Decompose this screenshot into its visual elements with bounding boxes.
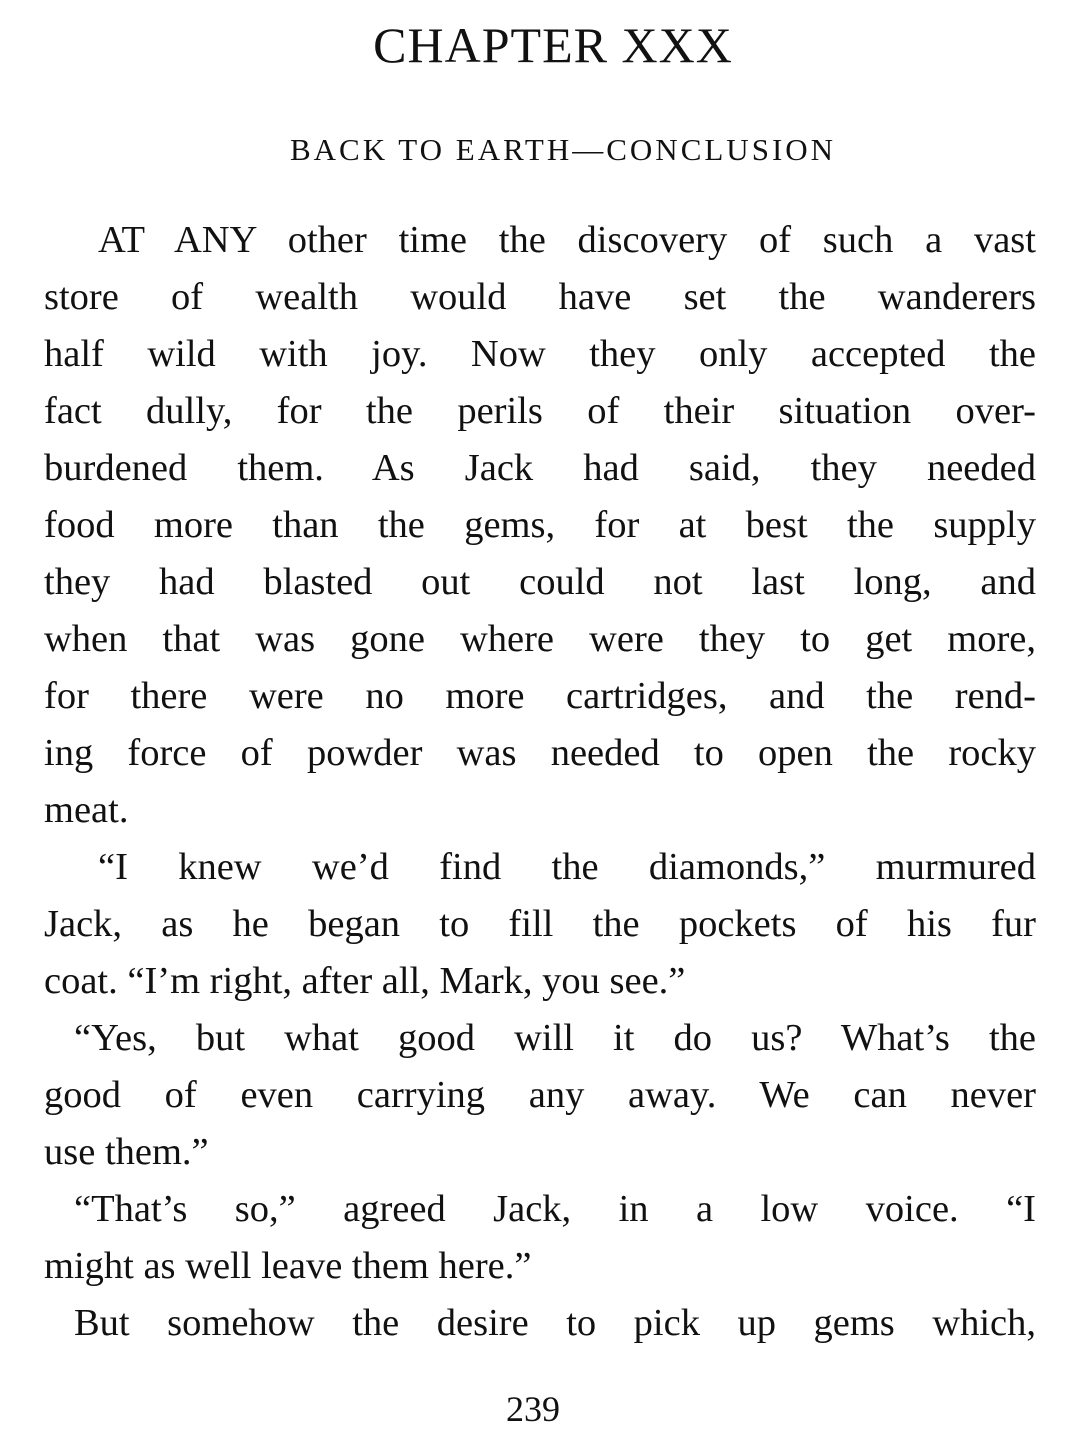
text-line: burdened them. As Jack had said, they needed <box>44 447 1036 489</box>
text-line: ing force of powder was needed to open the rocky <box>44 732 1036 774</box>
text-line: half wild with joy. Now they only accepted the <box>44 333 1036 375</box>
text-line: store of wealth would have set the wanderers <box>44 276 1036 318</box>
text-line: “Yes, but what good will it do us? What’s the <box>74 1017 1036 1059</box>
text-line: “That’s so,” agreed Jack, in a low voice. “I <box>74 1188 1036 1230</box>
text-line: good of even carrying any away. We can never <box>44 1074 1036 1116</box>
chapter-subtitle: BACK TO EARTH—CONCLUSION <box>289 132 837 167</box>
text-line: “I knew we’d find the diamonds,” murmured <box>98 846 1036 888</box>
text-line: food more than the gems, for at best the supply <box>44 504 1036 546</box>
text-line: might as well leave them here.” <box>44 1245 532 1287</box>
body-text <box>44 212 1036 1352</box>
text-line: meat. <box>44 789 129 831</box>
text-line: for there were no more cartridges, and the rend- <box>44 675 1036 717</box>
text-line: use them.” <box>44 1131 209 1173</box>
page-number: 239 <box>506 1389 560 1429</box>
text-line: they had blasted out could not last long, and <box>44 561 1036 603</box>
chapter-title: CHAPTER XXX <box>373 17 733 73</box>
text-line: coat. “I’m right, after all, Mark, you see.” <box>44 960 686 1002</box>
text-line: when that was gone where were they to get more, <box>44 618 1036 660</box>
text-line: AT ANY other time the discovery of such a vast <box>98 219 1036 261</box>
text-line: Jack, as he began to fill the pockets of his fur <box>44 903 1036 945</box>
text-line: But somehow the desire to pick up gems which, <box>74 1302 1036 1344</box>
text-line: fact dully, for the perils of their situation over- <box>44 390 1036 432</box>
